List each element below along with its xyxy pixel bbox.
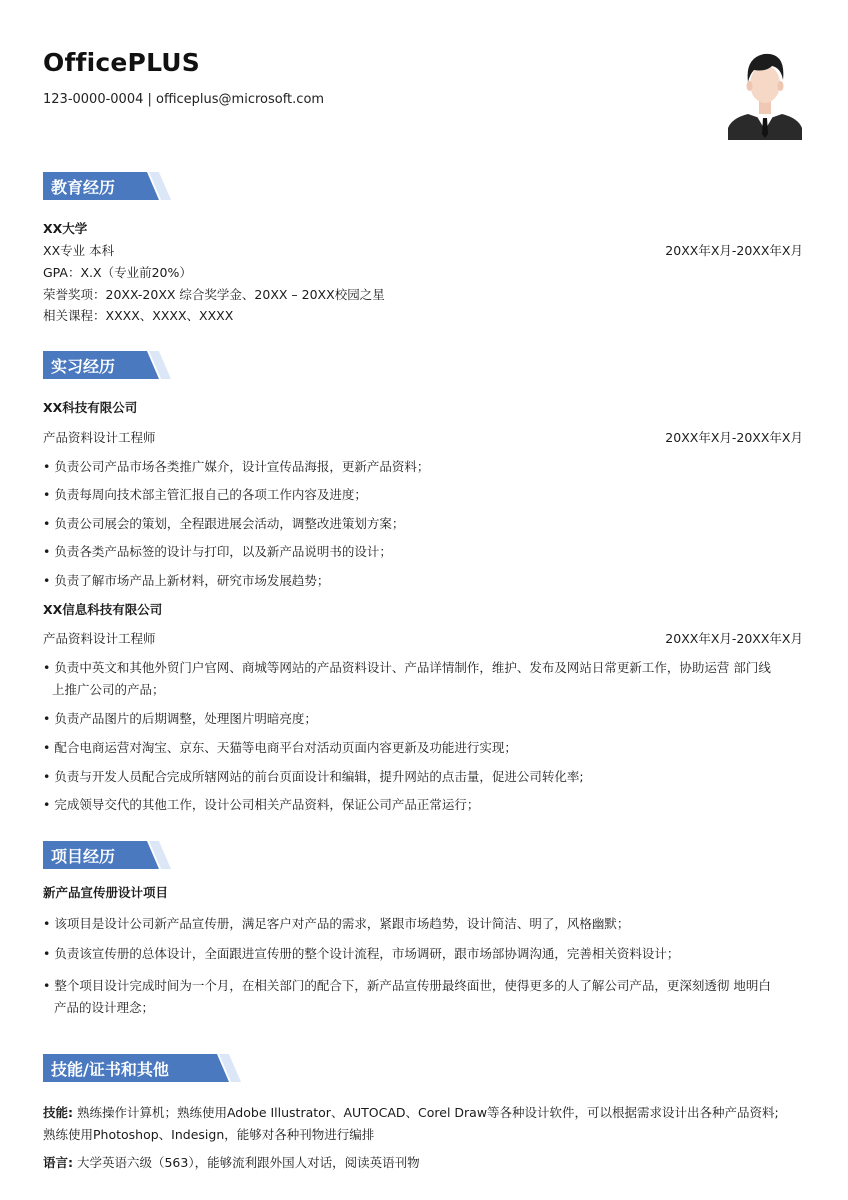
section-header-education bbox=[43, 172, 173, 200]
skills-label: 技能: bbox=[43, 1105, 73, 1120]
job-bullet: • 负责与开发人员配合完成所辖网站的前台页面设计和编辑，提升网站的点击量，促进公司转化率; bbox=[43, 769, 584, 784]
section-header-skills bbox=[43, 1054, 243, 1082]
job-bullet: • 负责公司产品市场各类推广媒介，设计宣传品海报，更新产品资料； bbox=[43, 459, 430, 474]
honors: 荣誉奖项：20XX-20XX 综合奖学金、20XX – 20XX校园之星 bbox=[43, 287, 385, 302]
job-bullet: • 负责各类产品标签的设计与打印，以及新产品说明书的设计； bbox=[43, 544, 392, 559]
language-label: 语言: bbox=[43, 1155, 73, 1170]
job-bullet-continued: 上推广公司的产品； bbox=[52, 682, 165, 697]
section-title: 教育经历 bbox=[51, 178, 116, 197]
gpa: GPA：X.X（专业前20%） bbox=[43, 265, 192, 280]
language-line bbox=[43, 1153, 420, 1171]
job-role: 产品资料设计工程师 bbox=[43, 631, 156, 646]
candidate-name: OfficePLUS bbox=[43, 48, 201, 77]
major-degree: XX专业 本科 bbox=[43, 243, 115, 258]
job-bullet: • 负责了解市场产品上新材料，研究市场发展趋势； bbox=[43, 573, 330, 588]
section-header-internship bbox=[43, 351, 173, 379]
job-bullet: • 负责中英文和其他外贸门户官网、商城等网站的产品资料设计、产品详情制作，维护、发布及网站日常更新工作，协助运营 部门线 bbox=[43, 660, 771, 675]
project-bullet: • 整个项目设计完成时间为一个月，在相关部门的配合下，新产品宣传册最终面世，使得更多的人了解公司产品，更深刻透彻 地明白 bbox=[43, 978, 771, 993]
job-bullet: • 负责公司展会的策划，全程跟进展会活动，调整改进策划方案； bbox=[43, 516, 405, 531]
education-date: 20XX年X月-20XX年X月 bbox=[665, 243, 803, 258]
job-role: 产品资料设计工程师 bbox=[43, 430, 156, 445]
contact-info: 123-0000-0004 | officeplus@microsoft.com bbox=[43, 92, 325, 107]
section-title: 实习经历 bbox=[51, 357, 116, 376]
school-name: XX大学 bbox=[43, 221, 88, 236]
job-date: 20XX年X月-20XX年X月 bbox=[665, 430, 803, 445]
courses: 相关课程：XXXX、XXXX、XXXX bbox=[43, 308, 234, 323]
section-title: 项目经历 bbox=[51, 847, 116, 866]
project-bullet: • 该项目是设计公司新产品宣传册，满足客户对产品的需求，紧跟市场趋势，设计简洁、明了，风格幽默； bbox=[43, 916, 630, 931]
section-title: 技能/证书和其他 bbox=[51, 1060, 169, 1079]
skills-line-2: 熟练使用Photoshop、Indesign，能够对各种刊物进行编排 bbox=[43, 1127, 375, 1142]
company-name: XX科技有限公司 bbox=[43, 400, 138, 415]
job-bullet: • 负责每周向技术部主管汇报自己的各项工作内容及进度； bbox=[43, 487, 367, 502]
job-bullet: • 完成领导交代的其他工作，设计公司相关产品资料，保证公司产品正常运行； bbox=[43, 797, 480, 812]
skills-line bbox=[43, 1103, 779, 1121]
job-bullet: • 配合电商运营对淘宝、京东、天猫等电商平台对活动页面内容更新及功能进行实现； bbox=[43, 740, 517, 755]
job-date: 20XX年X月-20XX年X月 bbox=[665, 631, 803, 646]
language-text: 大学英语六级（563），能够流利跟外国人对话，阅读英语刊物 bbox=[73, 1155, 420, 1170]
project-bullet: • 负责该宣传册的总体设计，全面跟进宣传册的整个设计流程，市场调研，跟市场部协调沟通，完善相关资料设计； bbox=[43, 946, 680, 961]
skills-text: 熟练操作计算机；熟练使用Adobe Illustrator、AUTOCAD、Corel Draw等各种设计软件，可以根据需求设计出各种产品资料; bbox=[73, 1105, 779, 1120]
avatar bbox=[728, 46, 802, 140]
project-name: 新产品宣传册设计项目 bbox=[43, 885, 169, 900]
project-bullet-continued: 产品的设计理念； bbox=[54, 1000, 155, 1015]
section-header-project bbox=[43, 841, 173, 869]
company-name: XX信息科技有限公司 bbox=[43, 602, 163, 617]
job-bullet: • 负责产品图片的后期调整，处理图片明暗亮度； bbox=[43, 711, 317, 726]
